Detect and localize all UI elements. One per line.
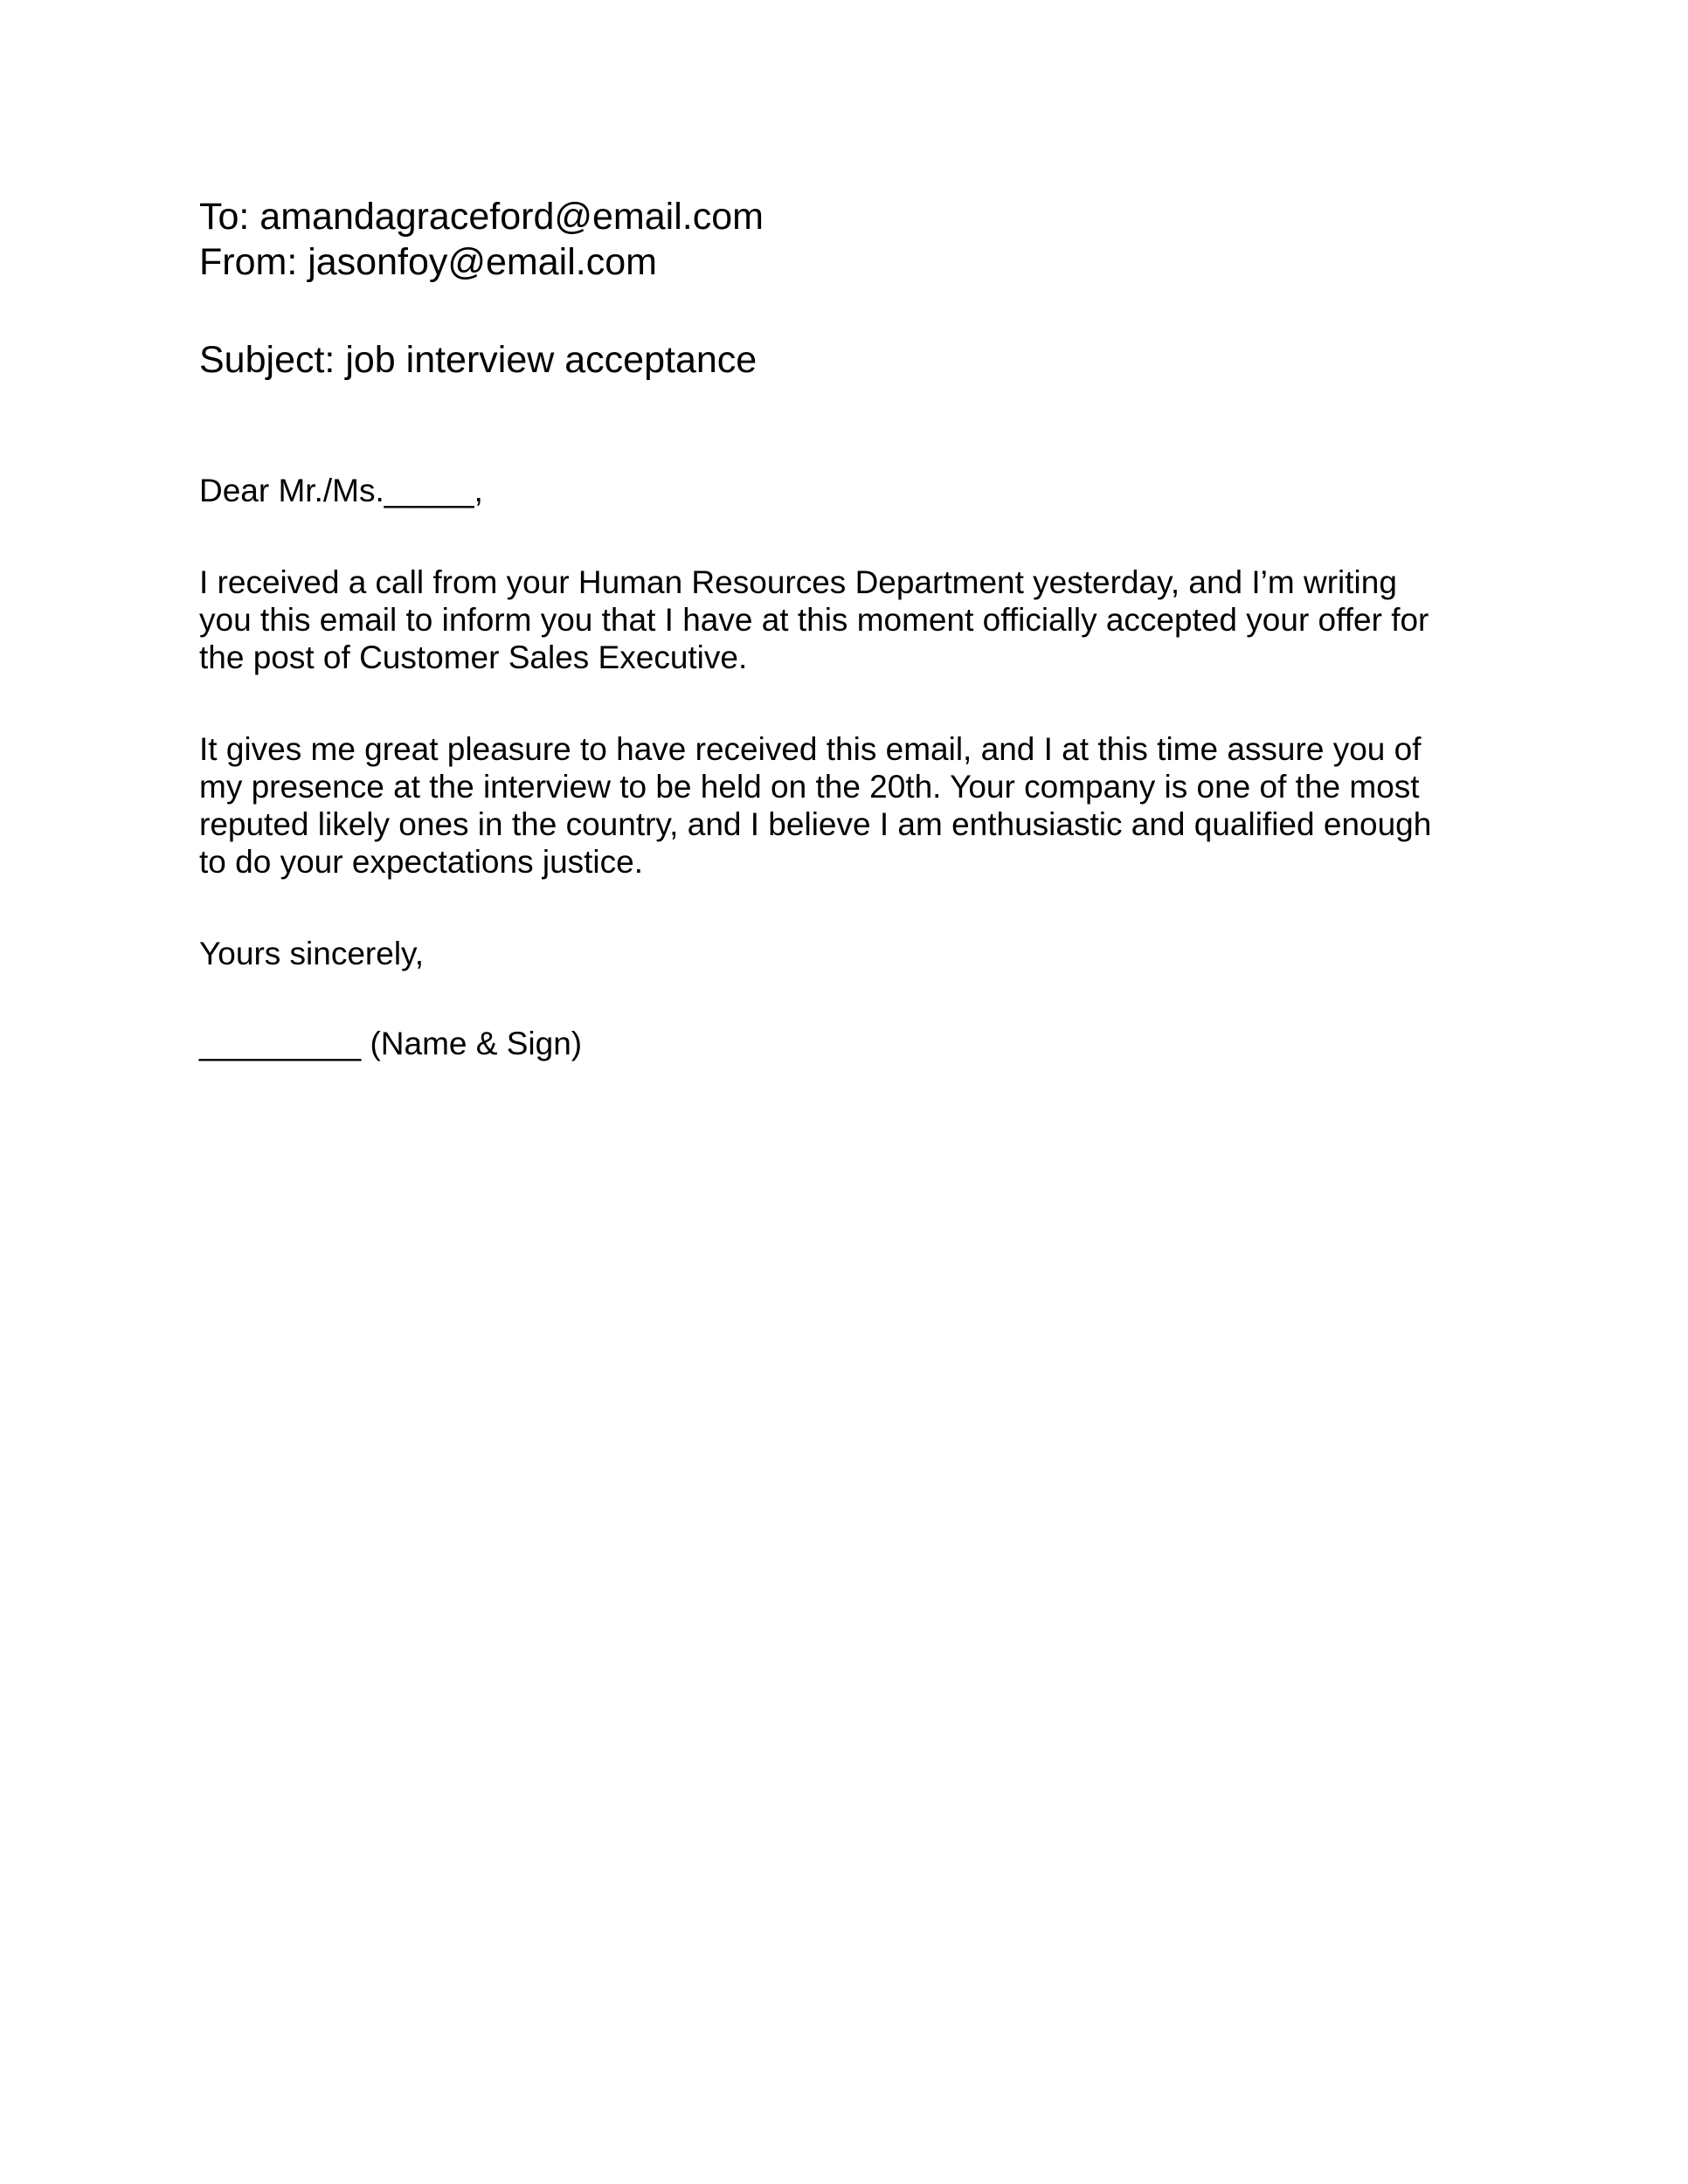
closing: Yours sincerely, xyxy=(199,936,425,971)
salutation: Dear Mr./Ms._____, xyxy=(199,473,483,508)
letter-body xyxy=(199,472,1527,1062)
signature-line: _________ (Name & Sign) xyxy=(199,1026,583,1061)
to-line: To: amandagraceford@email.com xyxy=(199,196,764,238)
email-header xyxy=(199,194,1510,383)
paragraph-1: I received a call from your Human Resources Department yesterday, and I’m writing you this email to inform you that I have at this moment officially accepted your offer for the post of Customer Sales Executive. xyxy=(199,564,1429,675)
from-line: From: jasonfoy@email.com xyxy=(199,241,657,283)
subject-line: Subject: job interview acceptance xyxy=(199,339,758,381)
paragraph-2: It gives me great pleasure to have received this email, and I at this time assure you of my presence at the interview to be held on the 20th. Your company is one of the most reputed likely ones in the country, and I believe I am enthusiastic and qualified enough to do your expectations justice. xyxy=(199,731,1432,880)
